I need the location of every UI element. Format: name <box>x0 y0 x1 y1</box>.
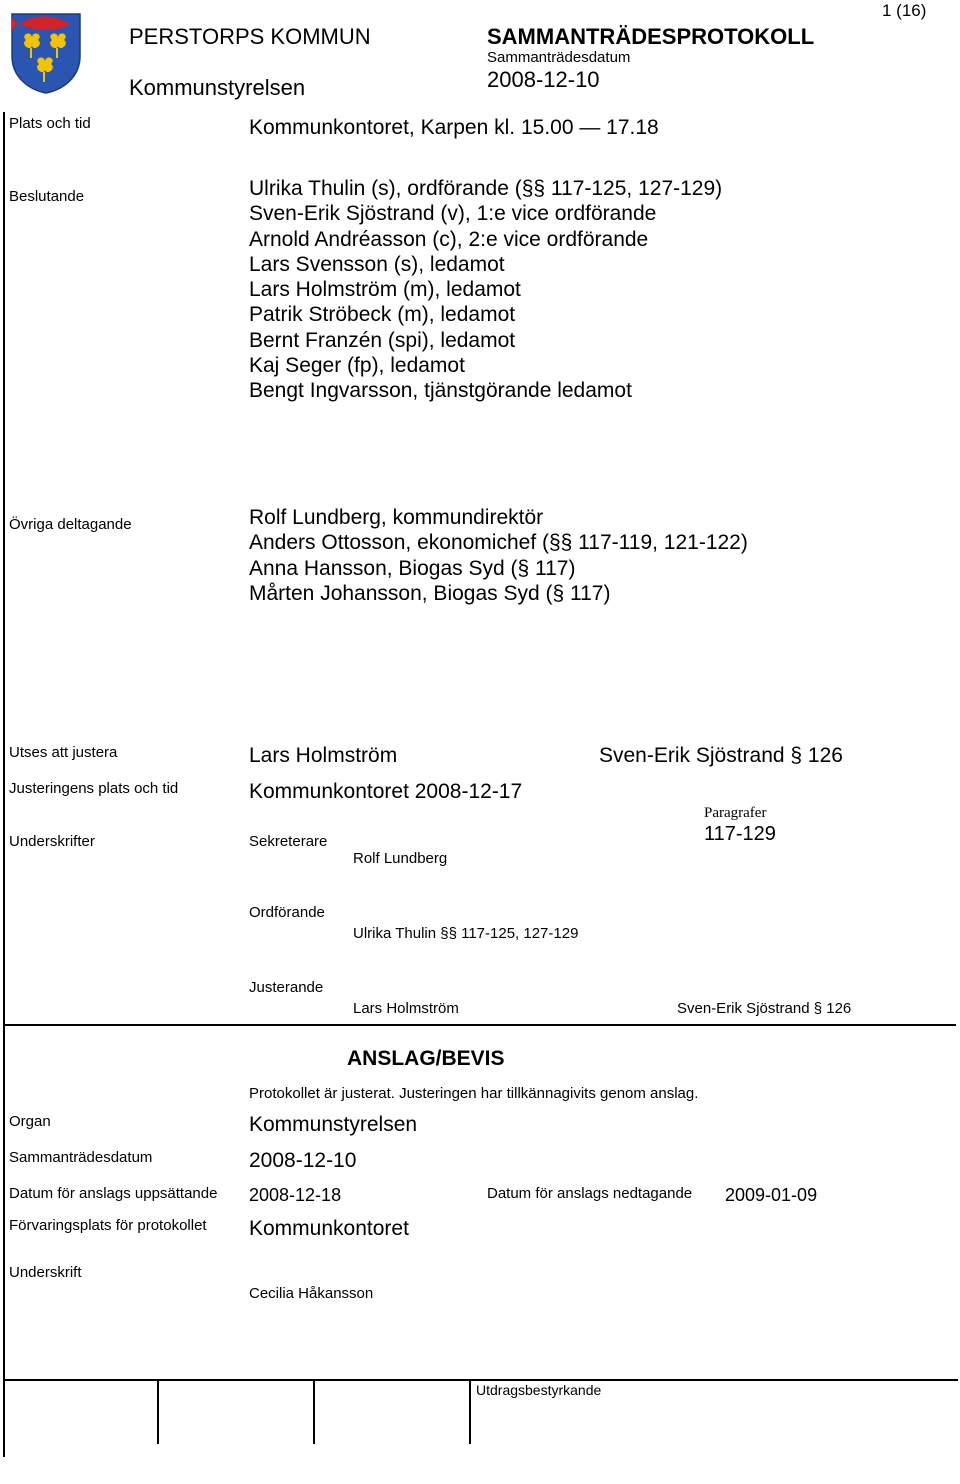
notice-meeting-date-label: Sammanträdesdatum <box>9 1149 153 1166</box>
list-item: Ulrika Thulin (s), ordförande (§§ 117-125, 127-129) <box>249 177 723 200</box>
paragraphs-label: Paragrafer <box>704 805 767 821</box>
coat-of-arms-icon <box>10 12 82 94</box>
list-item: Arnold Andréasson (c), 2:e vice ordförande <box>249 227 649 251</box>
divider <box>3 1024 956 1026</box>
list-item: Bengt Ingvarsson, tjänstgörande ledamot <box>249 379 632 403</box>
storage-label: Förvaringsplats för protokollet <box>9 1217 207 1234</box>
removed-date: 2009-01-09 <box>725 1185 818 1205</box>
list-item: Rolf Lundberg, kommundirektör <box>249 506 544 529</box>
list-item: Kaj Seger (fp), ledamot <box>249 354 465 378</box>
left-border <box>3 112 5 1457</box>
removed-date-label: Datum för anslags nedtagande <box>487 1185 693 1202</box>
decision-makers-list <box>249 176 722 404</box>
list-item: Mårten Johansson, Biogas Syd (§ 117) <box>249 581 611 605</box>
footer-divider-1 <box>157 1380 159 1444</box>
storage-value: Kommunkontoret <box>249 1217 409 1240</box>
list-item: Sven-Erik Sjöstrand (v), 1:e vice ordförande <box>249 202 657 226</box>
organ-value: Kommunstyrelsen <box>249 1113 418 1136</box>
municipality-name: PERSTORPS KOMMUN <box>129 24 371 49</box>
footer-divider-2 <box>313 1380 315 1444</box>
other-participants-list <box>249 505 748 606</box>
adjuster-label: Justerande <box>249 979 324 996</box>
signatures-label: Underskrifter <box>9 833 95 850</box>
organ-label: Organ <box>9 1113 51 1130</box>
list-item: Lars Holmström (m), ledamot <box>249 278 521 302</box>
adjuster-1-name: Lars Holmström <box>353 1000 459 1017</box>
notice-statement: Protokollet är justerat. Justeringen har tillkännagivits genom anslag. <box>249 1085 699 1102</box>
adjustment-place-time-label: Justeringens plats och tid <box>9 780 179 797</box>
extract-certification-label: Utdragsbestyrkande <box>476 1382 602 1398</box>
other-participants-label: Övriga deltagande <box>9 516 132 533</box>
list-item: Bernt Franzén (spi), ledamot <box>249 328 516 352</box>
place-label: Plats och tid <box>9 115 91 132</box>
list-item: Anna Hansson, Biogas Syd (§ 117) <box>249 556 576 580</box>
paragraphs-value: 117-129 <box>704 823 776 845</box>
adjuster-2-name: Sven-Erik Sjöstrand § 126 <box>677 1000 852 1017</box>
adjustment-place-time: Kommunkontoret 2008-12-17 <box>249 780 523 803</box>
list-item: Anders Ottosson, ekonomichef (§§ 117-119, 121-122) <box>249 531 748 555</box>
signature-name: Cecilia Håkansson <box>249 1285 374 1302</box>
document-title: SAMMANTRÄDESPROTOKOLL <box>487 24 815 49</box>
meeting-date: 2008-12-10 <box>487 67 600 92</box>
meeting-date-label: Sammanträdesdatum <box>487 49 631 66</box>
footer-divider-3 <box>469 1380 471 1444</box>
footer-top-line <box>3 1379 958 1381</box>
committee-name: Kommunstyrelsen <box>129 75 306 100</box>
chair-name: Ulrika Thulin §§ 117-125, 127-129 <box>353 925 579 942</box>
notice-title: ANSLAG/BEVIS <box>347 1047 505 1070</box>
appointed-adjuster-1: Lars Holmström <box>249 744 398 767</box>
notice-meeting-date: 2008-12-10 <box>249 1149 357 1172</box>
list-item: Lars Svensson (s), ledamot <box>249 252 505 276</box>
decision-makers-label: Beslutande <box>9 188 85 205</box>
posted-date-label: Datum för anslags uppsättande <box>9 1185 218 1202</box>
logo <box>10 12 82 94</box>
place-value: Kommunkontoret, Karpen kl. 15.00 — 17.18 <box>249 116 659 139</box>
chair-label: Ordförande <box>249 904 325 921</box>
posted-date: 2008-12-18 <box>249 1185 342 1205</box>
appointed-adjusters-label: Utses att justera <box>9 744 118 761</box>
signature-label: Underskrift <box>9 1264 82 1281</box>
page-number: 1 (16) <box>882 1 927 20</box>
secretary-name: Rolf Lundberg <box>353 850 448 867</box>
list-item: Patrik Ströbeck (m), ledamot <box>249 303 516 327</box>
secretary-label: Sekreterare <box>249 833 328 850</box>
appointed-adjuster-2: Sven-Erik Sjöstrand § 126 <box>599 744 843 767</box>
